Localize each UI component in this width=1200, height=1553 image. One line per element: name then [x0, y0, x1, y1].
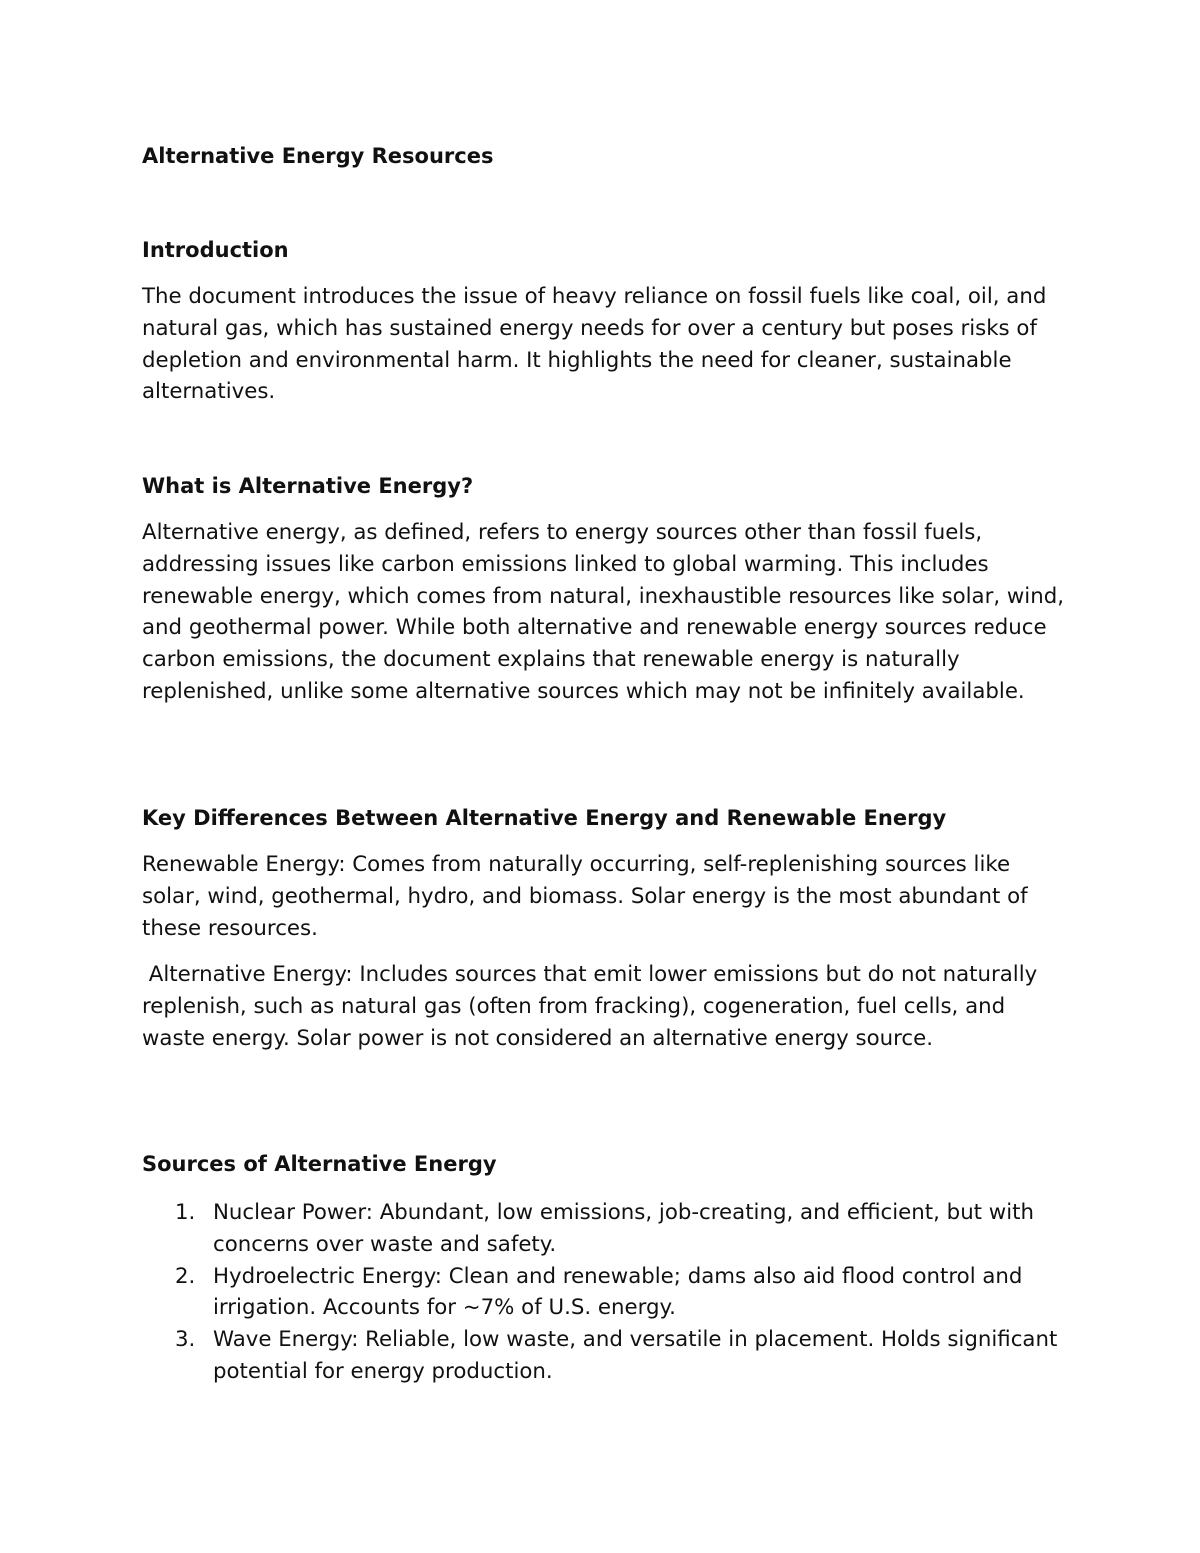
alternative-energy-paragraph: Alternative Energy: Includes sources that emit lower emissions but do not naturally replenish, such as natural gas (often from fracking), cogeneration, fuel cells, and waste energy. Solar power is not considered an alternative energy source.	[142, 962, 1045, 1051]
list-item-number: 1.	[175, 1200, 196, 1225]
list-item-number: 3.	[175, 1327, 196, 1353]
section-heading-what-is-alternative-energy: What is Alternative Energy?	[142, 474, 474, 498]
list-item-text: Hydroelectric Energy: Clean and renewable; dams also aid flood control and irrigation. Accounts for ~7% of U.S. energy.	[213, 1263, 1023, 1321]
renewable-energy-paragraph: Renewable Energy: Comes from naturally occurring, self-replenishing sources like solar, wind, geothermal, hydro, and biomass. Solar energy is the most abundant of these resources.	[142, 852, 1028, 941]
list-item-text: Wave Energy: Reliable, low waste, and versatile in placement. Holds significant potential for energy production.	[213, 1327, 1058, 1384]
list-item	[142, 1261, 1072, 1325]
section-heading-sources: Sources of Alternative Energy	[142, 1152, 497, 1176]
section-heading-introduction: Introduction	[142, 238, 289, 262]
what-is-alternative-energy-paragraph: Alternative energy, as defined, refers to energy sources other than fossil fuels, addressing issues like carbon emissions linked to global warming. This includes renewable energy, which comes from natural, inexhaustible resources like solar, wind, and geothermal power. While both alternative and renewable energy sources reduce carbon emissions, the document explains that renewable energy is naturally replenished, unlike some alternative sources which may not be infinitely available.	[142, 520, 1064, 704]
list-item	[142, 1197, 1072, 1261]
list-item-number: 2.	[175, 1263, 196, 1289]
list-item-text: Nuclear Power: Abundant, low emissions, job-creating, and efficient, but with concerns over waste and safety.	[213, 1200, 1034, 1257]
introduction-paragraph: The document introduces the issue of heavy reliance on fossil fuels like coal, oil, and natural gas, which has sustained energy needs for over a century but poses risks of depletion and environmental harm. It highlights the need for cleaner, sustainable alternatives.	[142, 284, 1047, 405]
document-title: Alternative Energy Resources	[142, 144, 494, 168]
sources-list	[142, 1197, 1072, 1388]
section-heading-key-differences: Key Differences Between Alternative Energy and Renewable Energy	[142, 806, 947, 830]
list-item	[142, 1324, 1072, 1388]
